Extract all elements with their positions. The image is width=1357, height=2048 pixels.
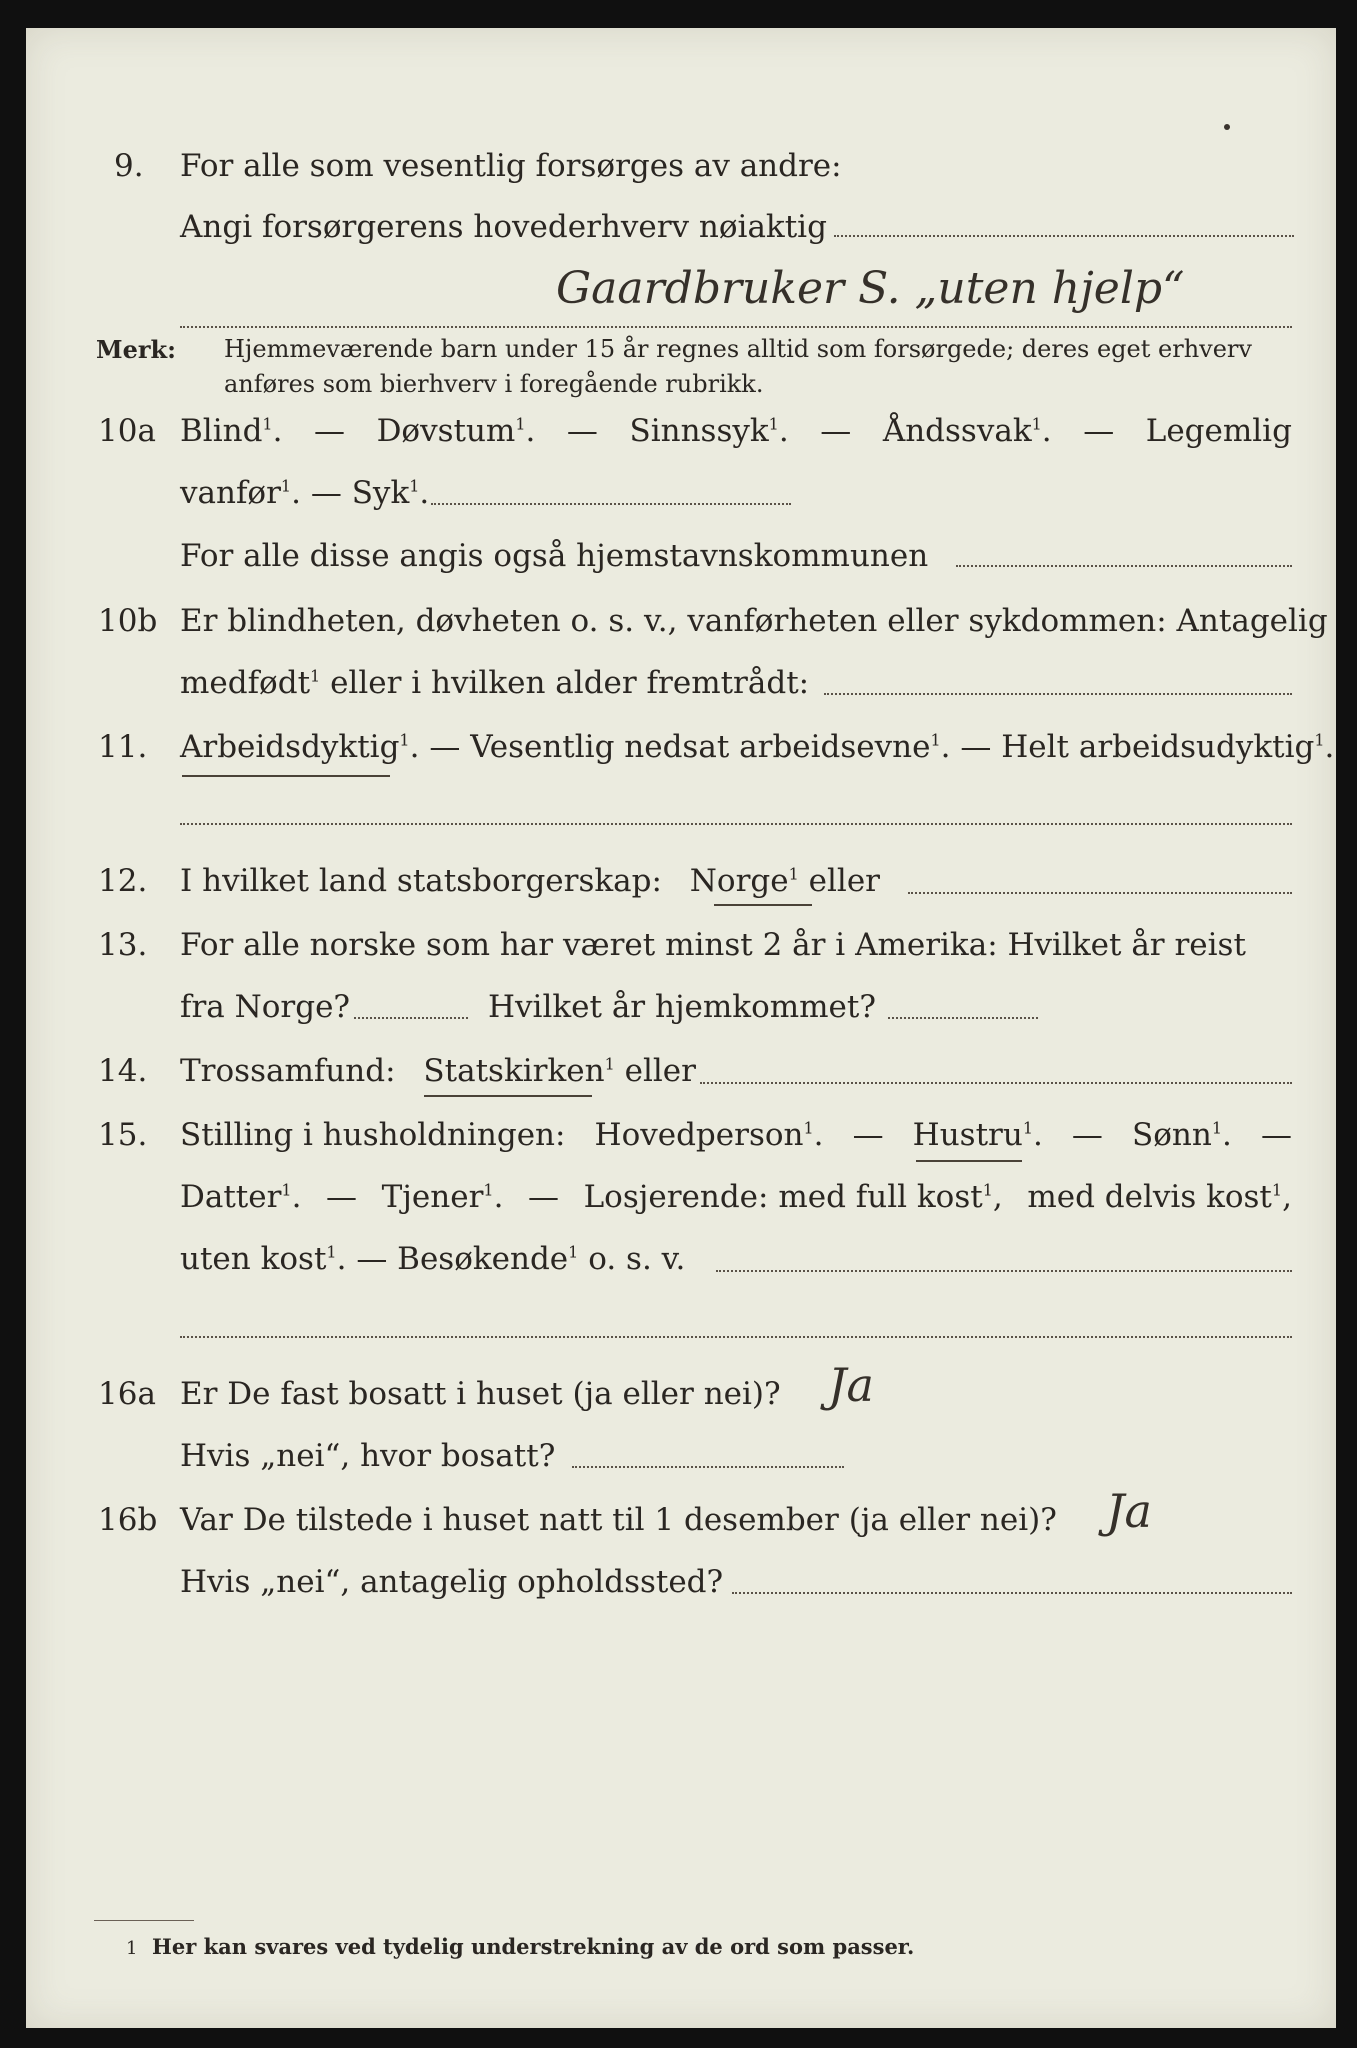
- q15-fill-line: [716, 1270, 1292, 1272]
- q15-sonn[interactable]: Sønn$^1$.: [1131, 1117, 1232, 1153]
- q16a-number: 16a: [98, 1376, 156, 1412]
- q16a-fill-line: [572, 1466, 844, 1468]
- q15-datter[interactable]: Datter$^1$.: [180, 1179, 302, 1215]
- q15-number: 15.: [98, 1117, 148, 1153]
- q10a-syk[interactable]: Syk$^1$.: [351, 475, 430, 511]
- q12-fill-line: [908, 892, 1292, 894]
- q12-selected-underline: [714, 904, 812, 906]
- q9-line1: For alle som vesentlig forsørges av andre:: [180, 148, 842, 184]
- q15-uten-kost[interactable]: uten kost$^1$.: [180, 1241, 347, 1277]
- q11-selected-underline: [182, 775, 390, 777]
- q16b-line2: Hvis „nei“, antagelig opholdssted?: [180, 1564, 724, 1600]
- q13-reist-fill: [354, 1017, 468, 1019]
- q14-selected-underline: [424, 1095, 592, 1097]
- q10b-fill-line: [824, 693, 1292, 695]
- q10a-blind[interactable]: Blind$^1$.: [180, 413, 283, 449]
- q10b-number: 10b: [98, 603, 158, 639]
- q9-line2: Angi forsørgerens hovederhverv nøiaktig: [180, 209, 827, 245]
- q15-line1: Stilling i husholdningen: Hovedperson$^1$. — Hustru$^1$. — Sønn$^1$. —: [180, 1117, 1292, 1153]
- q10a-line3-fill: [956, 565, 1292, 567]
- q11-number: 11.: [98, 729, 148, 765]
- q9-number: 9.: [114, 148, 144, 184]
- merk-line1: Hjemmeværende barn under 15 år regnes alltid som forsørgede; deres eget erhverv: [224, 335, 1252, 363]
- q16a-line2: Hvis „nei“, hvor bosatt?: [180, 1438, 556, 1474]
- q12-line: I hvilket land statsborgerskap: Norge$^1$ eller: [180, 863, 880, 899]
- merk-line2: anføres som bierhverv i foregående rubrikk.: [224, 370, 764, 398]
- q14-fill-line: [700, 1082, 1292, 1084]
- q10a-number: 10a: [98, 413, 156, 449]
- q10a-syk-fill-line: [431, 503, 791, 505]
- q10b-line2: medfødt$^1$ eller i hvilken alder fremtrådt:: [180, 665, 810, 701]
- q11-fill-line: [180, 823, 1292, 825]
- footnote-mark: 1: [126, 1938, 138, 1959]
- q14-statskirken[interactable]: Statskirken$^1$: [423, 1053, 615, 1089]
- census-form-page: [26, 28, 1336, 2028]
- q11-nedsat[interactable]: Vesentlig nedsat arbeidsevne$^1$.: [470, 729, 951, 765]
- q16b-handwritten-answer[interactable]: Ja: [1106, 1484, 1152, 1538]
- q13-number: 13.: [98, 927, 148, 963]
- q16b-fill-line: [732, 1592, 1292, 1594]
- footnote-rule: [94, 1920, 194, 1921]
- q16a-line1: Er De fast bosatt i huset (ja eller nei)?: [180, 1376, 781, 1412]
- q15-delvis-kost[interactable]: med delvis kost$^1$,: [1027, 1179, 1292, 1215]
- q10a-dovstum[interactable]: Døvstum$^1$.: [376, 413, 536, 449]
- q15-tjener[interactable]: Tjener$^1$.: [381, 1179, 504, 1215]
- q10a-sinnssyk[interactable]: Sinnssyk$^1$.: [629, 413, 789, 449]
- q16a-handwritten-answer[interactable]: Ja: [828, 1358, 874, 1412]
- q9-fill-line: [834, 235, 1294, 237]
- q15-full-kost[interactable]: Losjerende: med full kost$^1$,: [583, 1179, 1003, 1215]
- q10a-andssvak[interactable]: Åndssvak$^1$.: [882, 413, 1052, 449]
- merk-label: Merk:: [96, 335, 176, 364]
- q11-udyktig[interactable]: Helt arbeidsudyktig$^1$.: [1001, 729, 1335, 765]
- q15-hovedperson[interactable]: Hovedperson$^1$.: [594, 1117, 824, 1153]
- q10a-vanfor[interactable]: vanfør$^1$.: [180, 475, 301, 511]
- q9-answer-line: [180, 326, 1292, 328]
- q10a-line3: For alle disse angis også hjemstavnskommunen: [180, 538, 929, 574]
- q13-hjemkommet-fill: [888, 1017, 1038, 1019]
- q10a-options-line1: Blind$^1$. — Døvstum$^1$. — Sinnssyk$^1$. — Åndssvak$^1$. — Legemlig: [180, 413, 1292, 449]
- q15-selected-underline: [916, 1160, 1022, 1162]
- q13-line1: For alle norske som har været minst 2 år i Amerika: Hvilket år reist: [180, 927, 1246, 963]
- q11-arbeidsdyktig[interactable]: Arbeidsdyktig$^1$.: [180, 729, 420, 765]
- q10a-legemlig[interactable]: Legemlig: [1145, 413, 1292, 449]
- q16b-line1: Var De tilstede i huset natt til 1 desember (ja eller nei)?: [180, 1502, 1057, 1538]
- q11-options: Arbeidsdyktig$^1$. — Vesentlig nedsat arbeidsevne$^1$. — Helt arbeidsudyktig$^1$.: [180, 729, 1335, 765]
- q15-besokende[interactable]: Besøkende$^1$: [397, 1241, 579, 1277]
- q13-line2b: Hvilket år hjemkommet?: [488, 989, 876, 1025]
- q9-handwritten-answer[interactable]: Gaardbruker S. „uten hjelp“: [556, 263, 1185, 314]
- ink-speck: [1224, 124, 1230, 130]
- q14-line: Trossamfund: Statskirken$^1$ eller: [180, 1053, 696, 1089]
- q15-hustru[interactable]: Hustru$^1$.: [912, 1117, 1043, 1153]
- q16b-number: 16b: [98, 1502, 158, 1538]
- q12-number: 12.: [98, 863, 148, 899]
- q15-extra-line: [180, 1336, 1292, 1338]
- q10b-line1: Er blindheten, døvheten o. s. v., vanførheten eller sykdommen: Antagelig: [180, 603, 1328, 639]
- q14-number: 14.: [98, 1053, 148, 1089]
- q12-norge[interactable]: Norge$^1$: [689, 863, 799, 899]
- footnote-text: Her kan svares ved tydelig understrekning av de ord som passer.: [152, 1934, 915, 1959]
- q15-line3: uten kost$^1$. — Besøkende$^1$ o. s. v.: [180, 1241, 686, 1277]
- q10b-medfodt[interactable]: medfødt$^1$: [180, 665, 321, 701]
- q10a-options-line2: vanfør$^1$. — Syk$^1$.: [180, 475, 430, 511]
- q13-line2a: fra Norge?: [180, 989, 351, 1025]
- q15-line2: Datter$^1$. — Tjener$^1$. — Losjerende: med full kost$^1$, med delvis kost$^1$,: [180, 1179, 1292, 1215]
